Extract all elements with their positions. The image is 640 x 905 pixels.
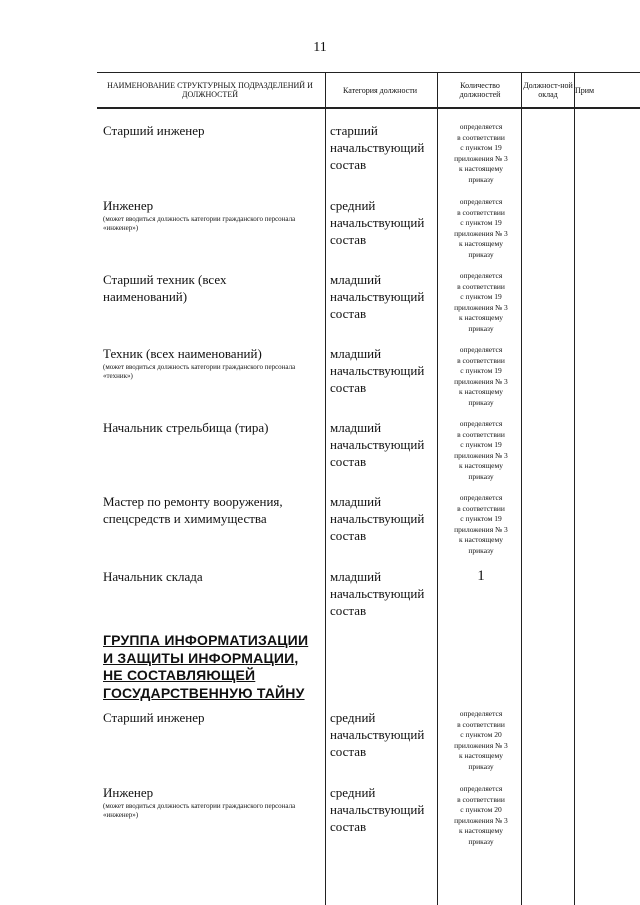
position-quantity: определяется в соответствии с пунктом 19 приложения № 3 к настоящему приказу — [454, 197, 508, 259]
position-note: (может вводиться должность категории гражданского персонала «инженер») — [103, 802, 296, 819]
table-header — [97, 72, 640, 109]
position-name: Техник (всех наименований) (может вводиться должность категории гражданского персонала «техник») — [103, 345, 315, 381]
position-category: младший начальствующий состав — [330, 420, 425, 469]
position-name: Начальник стрельбища (тира) — [103, 420, 269, 435]
position-quantity: определяется в соответствии с пунктом 19 приложения № 3 к настоящему приказу — [454, 493, 508, 555]
page-number: 11 — [313, 40, 327, 55]
header-name: НАИМЕНОВАНИЕ СТРУКТУРНЫХ ПОДРАЗДЕЛЕНИЙ И ДОЛЖНОСТЕЙ — [107, 81, 313, 99]
header-category: Категория должности — [343, 85, 417, 95]
column-divider — [521, 72, 522, 905]
position-name: Старший инженер — [103, 123, 205, 138]
position-quantity: определяется в соответствии с пунктом 19 приложения № 3 к настоящему приказу — [454, 419, 508, 481]
position-note: (может вводиться должность категории гражданского персонала «инженер») — [103, 215, 296, 232]
group-title: ГРУППА ИНФОРМАТИЗАЦИИ И ЗАЩИТЫ ИНФОРМАЦИИ, НЕ СОСТАВЛЯЮЩЕЙ ГОСУДАРСТВЕННУЮ ТАЙНУ — [103, 632, 309, 701]
position-category: младший начальствующий состав — [330, 569, 425, 618]
position-quantity: определяется в соответствии с пунктом 19 приложения № 3 к настоящему приказу — [454, 122, 508, 184]
position-note: (может вводиться должность категории гражданского персонала «техник») — [103, 363, 296, 380]
position-name: Старший техник (всех наименований) — [103, 272, 227, 304]
position-name: Инженер (может вводиться должность категории гражданского персонала «инженер») — [103, 197, 315, 233]
position-category: младший начальствующий состав — [330, 346, 425, 395]
header-salary: Должност-ной оклад — [523, 81, 573, 99]
position-category: средний начальствующий состав — [330, 785, 425, 834]
position-quantity: 1 — [477, 568, 485, 584]
column-divider — [574, 72, 575, 905]
position-name: Мастер по ремонту вооружения, спецсредств и химимущества — [103, 494, 283, 526]
position-category: младший начальствующий состав — [330, 494, 425, 543]
position-name: Старший инженер — [103, 710, 205, 725]
position-category: средний начальствующий состав — [330, 198, 425, 247]
position-name: Начальник склада — [103, 569, 203, 584]
position-quantity: определяется в соответствии с пунктом 19 приложения № 3 к настоящему приказу — [454, 271, 508, 333]
position-quantity: определяется в соответствии с пунктом 19 приложения № 3 к настоящему приказу — [454, 345, 508, 407]
column-divider — [325, 72, 326, 905]
position-category: средний начальствующий состав — [330, 710, 425, 759]
header-note: Прим — [575, 85, 595, 95]
position-name: Инженер (может вводиться должность категории гражданского персонала «инженер») — [103, 784, 315, 820]
position-quantity: определяется в соответствии с пунктом 20 приложения № 3 к настоящему приказу — [454, 709, 508, 771]
header-quantity: Количество должностей — [459, 81, 501, 99]
position-category: младший начальствующий состав — [330, 272, 425, 321]
position-category: старший начальствующий состав — [330, 123, 425, 172]
position-quantity: определяется в соответствии с пунктом 20 приложения № 3 к настоящему приказу — [454, 784, 508, 846]
